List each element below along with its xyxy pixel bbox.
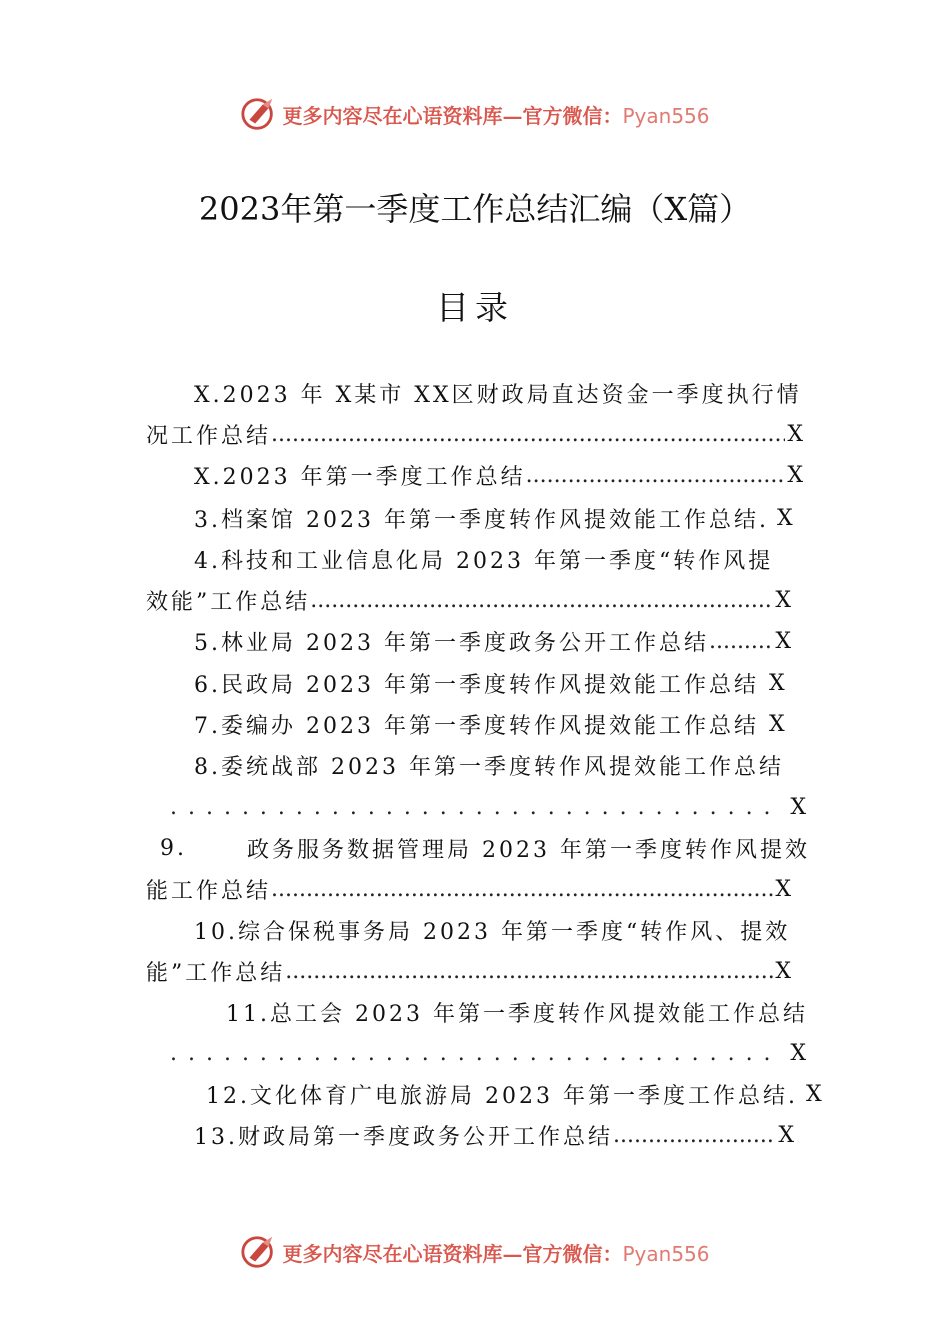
banner-text <box>282 100 709 129</box>
toc-item-12-page: X <box>805 1081 822 1107</box>
toc-item-6[interactable] <box>194 662 784 704</box>
toc-item-5[interactable] <box>194 620 794 662</box>
toc-leader <box>271 877 773 902</box>
toc-item-12-title: 12.文化体育广电旅游局 2023 年第一季度工作总结. <box>206 1083 798 1109</box>
toc-item-10-line1[interactable] <box>194 909 794 951</box>
toc-item-4-line1[interactable] <box>194 538 794 580</box>
toc-item-7[interactable] <box>194 703 784 745</box>
toc-item-10-line2[interactable] <box>146 950 794 992</box>
toc-item-3-title: 3.档案馆 2023 年第一季度转作风提效能工作总结. <box>194 507 769 533</box>
toc-item-7-title: 7.委编办 2023 年第一季度转作风提效能工作总结 <box>194 713 759 739</box>
header-banner <box>0 94 950 134</box>
banner-account: Pyan556 <box>622 103 710 128</box>
toc-leader <box>170 795 778 820</box>
toc-item-10-title: 10.综合保税事务局 2023 年第一季度“转作风、提效 <box>194 919 791 945</box>
banner-label: 更多内容尽在心语资料库—官方微信： <box>282 1241 623 1266</box>
toc-leader <box>526 463 786 488</box>
toc-item-1-page: X <box>787 421 806 447</box>
toc-heading: 目录 <box>436 288 514 327</box>
toc-item-9-line2[interactable] <box>146 868 794 910</box>
toc-item-12[interactable] <box>206 1073 822 1115</box>
banner-account: Pyan556 <box>622 1241 710 1266</box>
toc-item-9-page: X <box>775 876 794 902</box>
toc-item-9-title: 政务服务数据管理局 2023 年第一季度转作风提效 <box>247 837 810 863</box>
toc-item-11-line1[interactable] <box>226 991 816 1033</box>
toc-item-8-line1[interactable] <box>194 744 794 786</box>
toc-item-3[interactable] <box>194 497 793 539</box>
brand-logo-icon <box>240 95 278 133</box>
toc-leader <box>613 1123 776 1148</box>
toc-item-11-line2[interactable] <box>170 1032 806 1074</box>
toc-item-1-line2[interactable] <box>146 413 806 455</box>
toc-item-4-line2[interactable] <box>146 579 794 621</box>
toc-item-5-title: 5.林业局 2023 年第一季度政务公开工作总结 <box>194 630 709 656</box>
toc-item-4-title: 4.科技和工业信息化局 2023 年第一季度“转作风提 <box>194 548 774 574</box>
toc-item-13-title: 13.财政局第一季度政务公开工作总结 <box>194 1124 613 1150</box>
toc-item-13[interactable] <box>194 1114 794 1156</box>
toc-item-8-line2[interactable] <box>170 786 806 828</box>
toc-leader <box>709 629 773 654</box>
toc-item-9-number: 9. <box>160 835 187 861</box>
toc-item-4-title-cont: 效能”工作总结 <box>146 589 311 615</box>
toc-leader <box>285 959 773 984</box>
toc-item-9-title-cont: 能工作总结 <box>146 878 272 904</box>
toc-item-6-page: X <box>768 670 785 696</box>
document-title: 2023年第一季度工作总结汇编（X篇） <box>198 190 752 228</box>
brand-logo-icon <box>240 1233 278 1271</box>
toc-item-2-page: X <box>787 462 806 488</box>
toc-item-11-title: 11.总工会 2023 年第一季度转作风提效能工作总结 <box>226 1001 808 1027</box>
toc-item-6-title: 6.民政局 2023 年第一季度转作风提效能工作总结 <box>194 672 759 698</box>
banner-text <box>282 1238 709 1267</box>
toc-item-9-line1[interactable] <box>160 827 810 869</box>
toc-item-11-page: X <box>790 1040 806 1066</box>
toc-item-2[interactable] <box>194 454 806 496</box>
footer-banner <box>0 1232 950 1272</box>
toc-item-8-page: X <box>790 794 806 820</box>
toc-item-8-title: 8.委统战部 2023 年第一季度转作风提效能工作总结 <box>194 754 784 780</box>
toc-leader <box>310 588 773 613</box>
toc-item-7-page: X <box>768 711 785 737</box>
toc-item-10-title-cont: 能”工作总结 <box>146 960 286 986</box>
toc-item-2-title: X.2023 年第一季度工作总结 <box>194 464 526 490</box>
banner-label: 更多内容尽在心语资料库—官方微信： <box>282 103 623 128</box>
toc-item-5-page: X <box>775 628 794 654</box>
toc-item-4-page: X <box>775 587 794 613</box>
toc-item-1-title: X.2023 年 X某市 XX区财政局直达资金一季度执行情 <box>194 382 802 408</box>
toc-item-1-title-cont: 况工作总结 <box>146 423 272 449</box>
toc-item-1-line1[interactable] <box>194 372 806 414</box>
toc-leader <box>271 422 785 447</box>
toc-item-3-page: X <box>776 505 793 531</box>
toc-leader <box>170 1041 778 1066</box>
toc-item-13-page: X <box>778 1122 794 1148</box>
toc-item-10-page: X <box>775 958 794 984</box>
